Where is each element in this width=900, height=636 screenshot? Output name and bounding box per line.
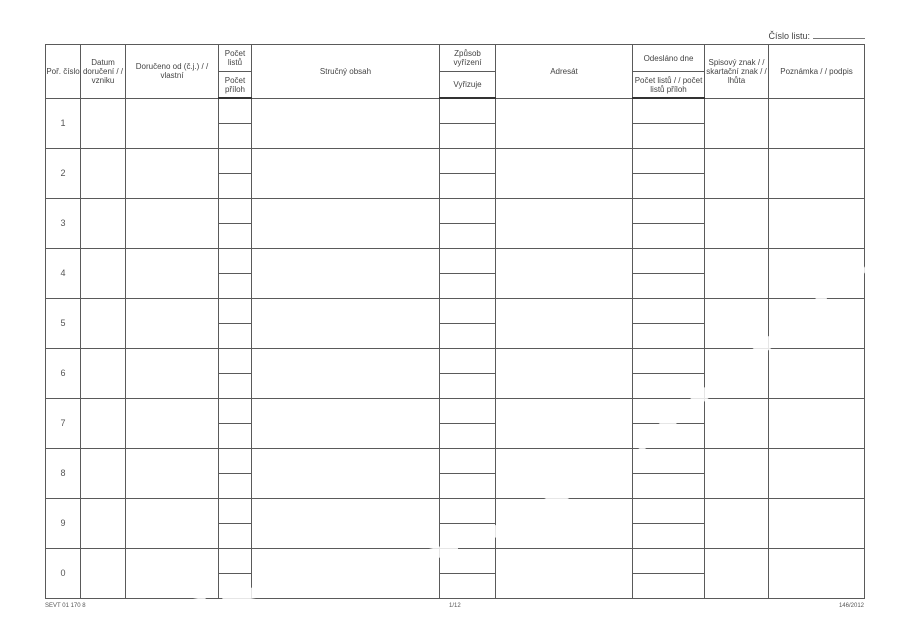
cell-vyrizuje[interactable] — [440, 474, 496, 499]
cell-strucny-obsah[interactable] — [252, 349, 440, 399]
cell-pocet-priloh[interactable] — [219, 324, 252, 349]
cell-pocet-listu-priloh[interactable] — [633, 374, 705, 399]
cell-zpusob-vyrizeni[interactable] — [440, 349, 496, 374]
row-number: 4 — [46, 249, 81, 299]
cell-spisovy-znak[interactable] — [705, 98, 769, 149]
cell-doruceno[interactable] — [126, 549, 219, 599]
cell-pocet-listu-priloh[interactable] — [633, 574, 705, 599]
footer-middle-code: 1/12 — [449, 603, 461, 609]
cell-doruceno[interactable] — [126, 399, 219, 449]
cell-pocet-listu-priloh[interactable] — [633, 324, 705, 349]
cell-vyrizuje[interactable] — [440, 524, 496, 549]
cell-odeslano-dne[interactable] — [633, 249, 705, 274]
cell-pocet-listu-priloh[interactable] — [633, 424, 705, 449]
cell-pocet-priloh[interactable] — [219, 574, 252, 599]
cell-poznamka[interactable] — [769, 299, 865, 349]
cell-zpusob-vyrizeni[interactable] — [440, 549, 496, 574]
cell-vyrizuje[interactable] — [440, 574, 496, 599]
col-header-vyrizuje: Vyřizuje — [440, 72, 496, 99]
cell-pocet-listu-priloh[interactable] — [633, 274, 705, 299]
sheet-number — [700, 30, 865, 41]
cell-strucny-obsah[interactable] — [252, 549, 440, 599]
cell-pocet-listu[interactable] — [219, 299, 252, 324]
cell-zpusob-vyrizeni[interactable] — [440, 399, 496, 424]
cell-zpusob-vyrizeni[interactable] — [440, 149, 496, 174]
cell-adresat[interactable] — [496, 449, 633, 499]
cell-pocet-listu[interactable] — [219, 349, 252, 374]
cell-spisovy-znak[interactable] — [705, 249, 769, 299]
cell-odeslano-dne[interactable] — [633, 199, 705, 224]
col-header-adresat: Adresát — [496, 45, 633, 99]
cell-strucny-obsah[interactable] — [252, 499, 440, 549]
cell-vyrizuje[interactable] — [440, 274, 496, 299]
col-header-zpusob-vyrizeni: Způsob vyřízení — [440, 45, 496, 72]
row-number: 6 — [46, 349, 81, 399]
cell-pocet-listu[interactable] — [219, 149, 252, 174]
cell-adresat[interactable] — [496, 199, 633, 249]
cell-zpusob-vyrizeni[interactable] — [440, 449, 496, 474]
cell-strucny-obsah[interactable] — [252, 249, 440, 299]
col-header-spisovy-znak: Spisový znak / / skartační znak / / lhůta — [705, 45, 769, 99]
cell-pocet-priloh[interactable] — [219, 524, 252, 549]
cell-poznamka[interactable] — [769, 349, 865, 399]
cell-strucny-obsah[interactable] — [252, 399, 440, 449]
cell-odeslano-dne[interactable] — [633, 549, 705, 574]
cell-poznamka[interactable] — [769, 199, 865, 249]
cell-adresat[interactable] — [496, 249, 633, 299]
cell-pocet-listu-priloh[interactable] — [633, 124, 705, 149]
cell-pocet-listu[interactable] — [219, 98, 252, 124]
cell-datum[interactable] — [81, 449, 126, 499]
row-number: 3 — [46, 199, 81, 249]
sheet-number-blank — [813, 30, 865, 39]
footer-right-code: 146/2012 — [838, 603, 864, 609]
cell-pocet-listu-priloh[interactable] — [633, 224, 705, 249]
cell-pocet-listu[interactable] — [219, 199, 252, 224]
cell-zpusob-vyrizeni[interactable] — [440, 199, 496, 224]
cell-zpusob-vyrizeni[interactable] — [440, 299, 496, 324]
cell-zpusob-vyrizeni[interactable] — [440, 249, 496, 274]
footer-form-code: SEVT 01 170 8 — [45, 603, 86, 609]
register-table — [45, 44, 865, 599]
table-row — [46, 549, 865, 574]
cell-odeslano-dne[interactable] — [633, 299, 705, 324]
col-header-por-cislo: Poř. číslo — [46, 45, 81, 99]
cell-pocet-priloh[interactable] — [219, 224, 252, 249]
col-header-datum: Datum doručení / / vzniku — [81, 45, 126, 99]
cell-vyrizuje[interactable] — [440, 324, 496, 349]
cell-strucny-obsah[interactable] — [252, 98, 440, 149]
table-row — [46, 349, 865, 374]
cell-poznamka[interactable] — [769, 249, 865, 299]
table-row — [46, 399, 865, 424]
cell-odeslano-dne[interactable] — [633, 149, 705, 174]
cell-pocet-listu[interactable] — [219, 249, 252, 274]
cell-pocet-listu-priloh[interactable] — [633, 474, 705, 499]
table-row — [46, 149, 865, 174]
cell-poznamka[interactable] — [769, 499, 865, 549]
cell-doruceno[interactable] — [126, 499, 219, 549]
cell-strucny-obsah[interactable] — [252, 149, 440, 199]
cell-strucny-obsah[interactable] — [252, 449, 440, 499]
cell-datum[interactable] — [81, 549, 126, 599]
cell-pocet-priloh[interactable] — [219, 374, 252, 399]
cell-odeslano-dne[interactable] — [633, 499, 705, 524]
cell-spisovy-znak[interactable] — [705, 499, 769, 549]
row-number: 7 — [46, 399, 81, 449]
cell-spisovy-znak[interactable] — [705, 349, 769, 399]
cell-adresat[interactable] — [496, 499, 633, 549]
cell-spisovy-znak[interactable] — [705, 449, 769, 499]
cell-pocet-priloh[interactable] — [219, 424, 252, 449]
cell-pocet-listu-priloh[interactable] — [633, 174, 705, 199]
cell-adresat[interactable] — [496, 549, 633, 599]
cell-pocet-listu[interactable] — [219, 399, 252, 424]
cell-poznamka[interactable] — [769, 98, 865, 149]
cell-strucny-obsah[interactable] — [252, 199, 440, 249]
row-number: 5 — [46, 299, 81, 349]
cell-pocet-listu[interactable] — [219, 449, 252, 474]
cell-doruceno[interactable] — [126, 449, 219, 499]
cell-datum[interactable] — [81, 149, 126, 199]
cell-adresat[interactable] — [496, 149, 633, 199]
table-row — [46, 499, 865, 524]
cell-poznamka[interactable] — [769, 549, 865, 599]
register-body — [46, 98, 865, 599]
table-row — [46, 299, 865, 324]
col-header-pocet-listu-priloh: Počet listů / / počet listů příloh — [633, 72, 705, 99]
cell-adresat[interactable] — [496, 399, 633, 449]
col-header-pocet-priloh: Počet příloh — [219, 72, 252, 99]
cell-pocet-listu[interactable] — [219, 549, 252, 574]
cell-adresat[interactable] — [496, 299, 633, 349]
cell-datum[interactable] — [81, 499, 126, 549]
cell-spisovy-znak[interactable] — [705, 149, 769, 199]
cell-datum[interactable] — [81, 249, 126, 299]
cell-vyrizuje[interactable] — [440, 124, 496, 149]
cell-odeslano-dne[interactable] — [633, 449, 705, 474]
cell-spisovy-znak[interactable] — [705, 299, 769, 349]
cell-pocet-priloh[interactable] — [219, 174, 252, 199]
cell-doruceno[interactable] — [126, 149, 219, 199]
cell-pocet-priloh[interactable] — [219, 474, 252, 499]
cell-pocet-listu-priloh[interactable] — [633, 524, 705, 549]
cell-vyrizuje[interactable] — [440, 174, 496, 199]
cell-datum[interactable] — [81, 98, 126, 149]
cell-datum[interactable] — [81, 299, 126, 349]
cell-datum[interactable] — [81, 199, 126, 249]
col-header-odeslano-dne: Odesláno dne — [633, 45, 705, 72]
cell-pocet-priloh[interactable] — [219, 274, 252, 299]
cell-poznamka[interactable] — [769, 399, 865, 449]
cell-spisovy-znak[interactable] — [705, 549, 769, 599]
col-header-pocet-listu: Počet listů — [219, 45, 252, 72]
cell-adresat[interactable] — [496, 98, 633, 149]
cell-doruceno[interactable] — [126, 199, 219, 249]
cell-datum[interactable] — [81, 399, 126, 449]
row-number: 1 — [46, 98, 81, 149]
table-row — [46, 199, 865, 224]
cell-doruceno[interactable] — [126, 299, 219, 349]
col-header-poznamka: Poznámka / / podpis — [769, 45, 865, 99]
cell-zpusob-vyrizeni[interactable] — [440, 499, 496, 524]
cell-doruceno[interactable] — [126, 249, 219, 299]
cell-spisovy-znak[interactable] — [705, 199, 769, 249]
cell-odeslano-dne[interactable] — [633, 399, 705, 424]
cell-strucny-obsah[interactable] — [252, 299, 440, 349]
table-row — [46, 98, 865, 124]
cell-zpusob-vyrizeni[interactable] — [440, 98, 496, 124]
cell-vyrizuje[interactable] — [440, 224, 496, 249]
cell-odeslano-dne[interactable] — [633, 98, 705, 124]
row-number: 2 — [46, 149, 81, 199]
cell-spisovy-znak[interactable] — [705, 399, 769, 449]
cell-datum[interactable] — [81, 349, 126, 399]
cell-vyrizuje[interactable] — [440, 374, 496, 399]
cell-adresat[interactable] — [496, 349, 633, 399]
cell-poznamka[interactable] — [769, 449, 865, 499]
cell-doruceno[interactable] — [126, 98, 219, 149]
cell-doruceno[interactable] — [126, 349, 219, 399]
cell-poznamka[interactable] — [769, 149, 865, 199]
row-number: 0 — [46, 549, 81, 599]
row-number: 9 — [46, 499, 81, 549]
row-number: 8 — [46, 449, 81, 499]
sheet-number-label: Číslo listu: — [768, 31, 810, 41]
col-header-strucny-obsah: Stručný obsah — [252, 45, 440, 99]
table-row — [46, 249, 865, 274]
cell-vyrizuje[interactable] — [440, 424, 496, 449]
cell-odeslano-dne[interactable] — [633, 349, 705, 374]
header-row-top — [46, 45, 865, 72]
table-row — [46, 449, 865, 474]
col-header-doruceno: Doručeno od (č.j.) / / vlastní — [126, 45, 219, 99]
cell-pocet-priloh[interactable] — [219, 124, 252, 149]
cell-pocet-listu[interactable] — [219, 499, 252, 524]
